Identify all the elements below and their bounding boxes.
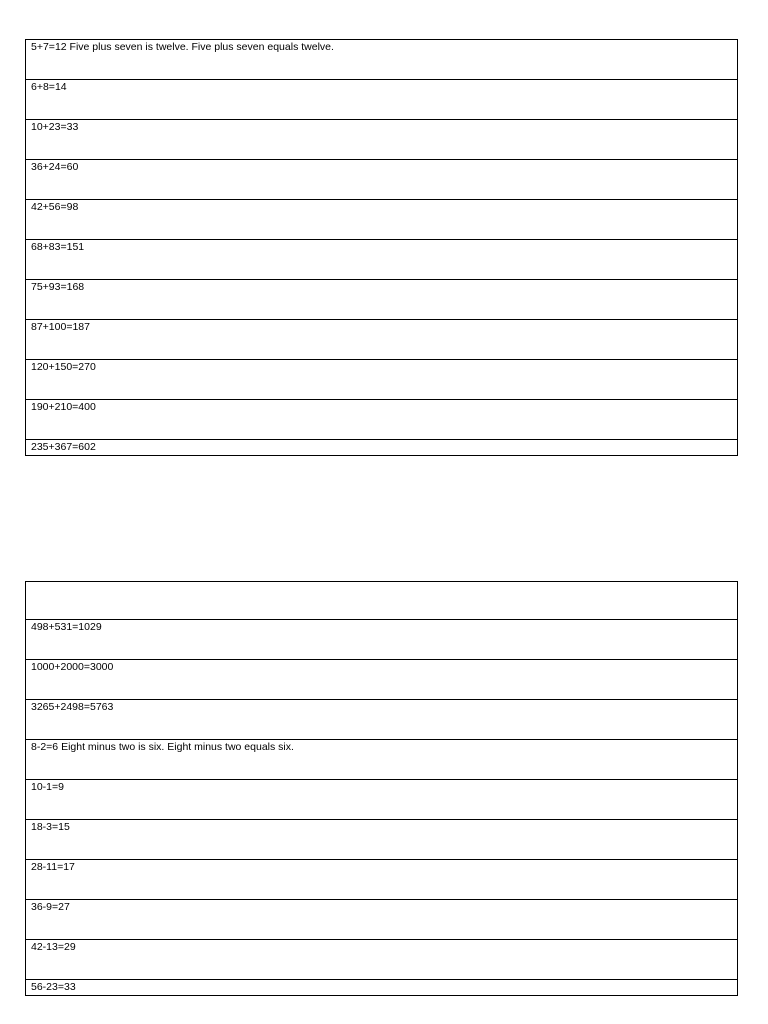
table-cell: 56-23=33 (26, 980, 738, 996)
table-row (26, 400, 738, 440)
table-row (26, 700, 738, 740)
table-row (26, 582, 738, 620)
table-cell: 1000+2000=3000 (26, 660, 738, 700)
table-row (26, 620, 738, 660)
table-row (26, 120, 738, 160)
table-cell: 10-1=9 (26, 780, 738, 820)
table-row (26, 80, 738, 120)
table-cell: 120+150=270 (26, 360, 738, 400)
table-row (26, 160, 738, 200)
table-row (26, 320, 738, 360)
table-cell (26, 582, 738, 620)
table-cell: 235+367=602 (26, 440, 738, 456)
table-row (26, 940, 738, 980)
table-cell: 498+531=1029 (26, 620, 738, 660)
table-row (26, 440, 738, 456)
table-row (26, 900, 738, 940)
table-row (26, 280, 738, 320)
table-row (26, 980, 738, 996)
table-row (26, 40, 738, 80)
table-cell: 6+8=14 (26, 80, 738, 120)
table-cell: 87+100=187 (26, 320, 738, 360)
table-cell: 190+210=400 (26, 400, 738, 440)
table-row (26, 820, 738, 860)
table-cell: 36-9=27 (26, 900, 738, 940)
table-row (26, 660, 738, 700)
table-cell: 28-11=17 (26, 860, 738, 900)
addition-table-body (26, 40, 738, 456)
table-cell: 5+7=12 Five plus seven is twelve. Five plus seven equals twelve. (26, 40, 738, 80)
table-cell: 68+83=151 (26, 240, 738, 280)
table-cell: 75+93=168 (26, 280, 738, 320)
table-cell: 18-3=15 (26, 820, 738, 860)
table-cell: 42-13=29 (26, 940, 738, 980)
addition-table (25, 39, 738, 456)
mixed-operations-table-body (26, 582, 738, 996)
table-row (26, 360, 738, 400)
table-cell: 3265+2498=5763 (26, 700, 738, 740)
table-row (26, 240, 738, 280)
table-cell: 36+24=60 (26, 160, 738, 200)
table-cell: 10+23=33 (26, 120, 738, 160)
table-row (26, 860, 738, 900)
table-row (26, 740, 738, 780)
mixed-operations-table (25, 581, 738, 996)
table-cell: 42+56=98 (26, 200, 738, 240)
table-row (26, 200, 738, 240)
table-row (26, 780, 738, 820)
table-cell: 8-2=6 Eight minus two is six. Eight minus two equals six. (26, 740, 738, 780)
